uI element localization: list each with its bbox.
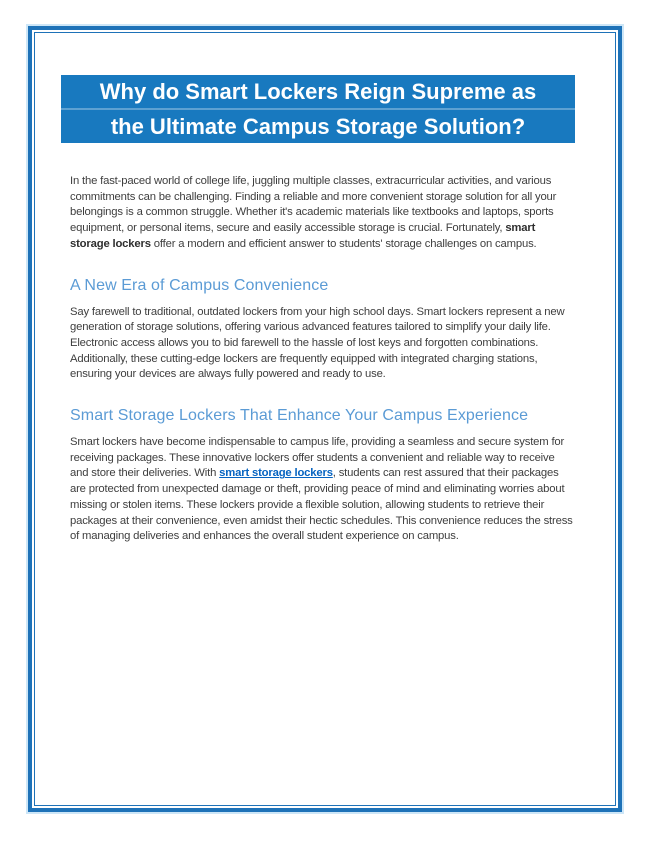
section-1-paragraph: Say farewell to traditional, outdated lockers from your high school days. Smart lockers represent a new generation of storage solutions, offering various advanced features tailored to simplify your daily life. Electronic access allows you to bid farewell to the hassle of lost keys and forgotten combinations. Additionally, these cutting-edge lockers are frequently equipped with integrated charging stations, ensuring your devices are always fully powered and ready to use. [70,305,565,381]
title-line-1: Why do Smart Lockers Reign Supreme as [99,79,537,104]
text-column [70,174,573,545]
section-heading-2: Smart Storage Lockers That Enhance Your Campus Experience [70,407,529,425]
bold-smart-storage-lockers: smart storage lockers [70,222,536,250]
page-content [61,75,575,545]
title-banner [61,75,575,143]
section-2-paragraph: Smart lockers have become indispensable to campus life, providing a seamless and secure system for receiving packages. These innovative lockers offer students a convenient and reliable way to receive and store their deliveries. With smart storage lockers, students can rest assured that their packages are protected from unexpected damage or theft, providing peace of mind and eliminating worries about missing or stolen items. These lockers provide a flexible solution, allowing students to retrieve their packages at their convenience, even amidst their hectic schedules. This convenience reduces the stress of managing deliveries and enhances the overall student experience on campus. [70,436,573,543]
intro-paragraph: In the fast-paced world of college life, juggling multiple classes, extracurricular activities, and various commitments can be challenging. Finding a reliable and more convenient storage solution for all your belongings is a common struggle. Whether it's academic materials like textbooks and laptops, sports equipment, or personal items, secure and easily accessible storage is crucial. Fortunately, smart storage lockers offer a modern and efficient answer to students' storage challenges on campus. [70,175,557,250]
title-line-2: the Ultimate Campus Storage Solution? [110,114,526,139]
section-heading-1: A New Era of Campus Convenience [70,276,329,294]
smart-storage-lockers-link[interactable]: smart storage lockers [219,467,333,480]
